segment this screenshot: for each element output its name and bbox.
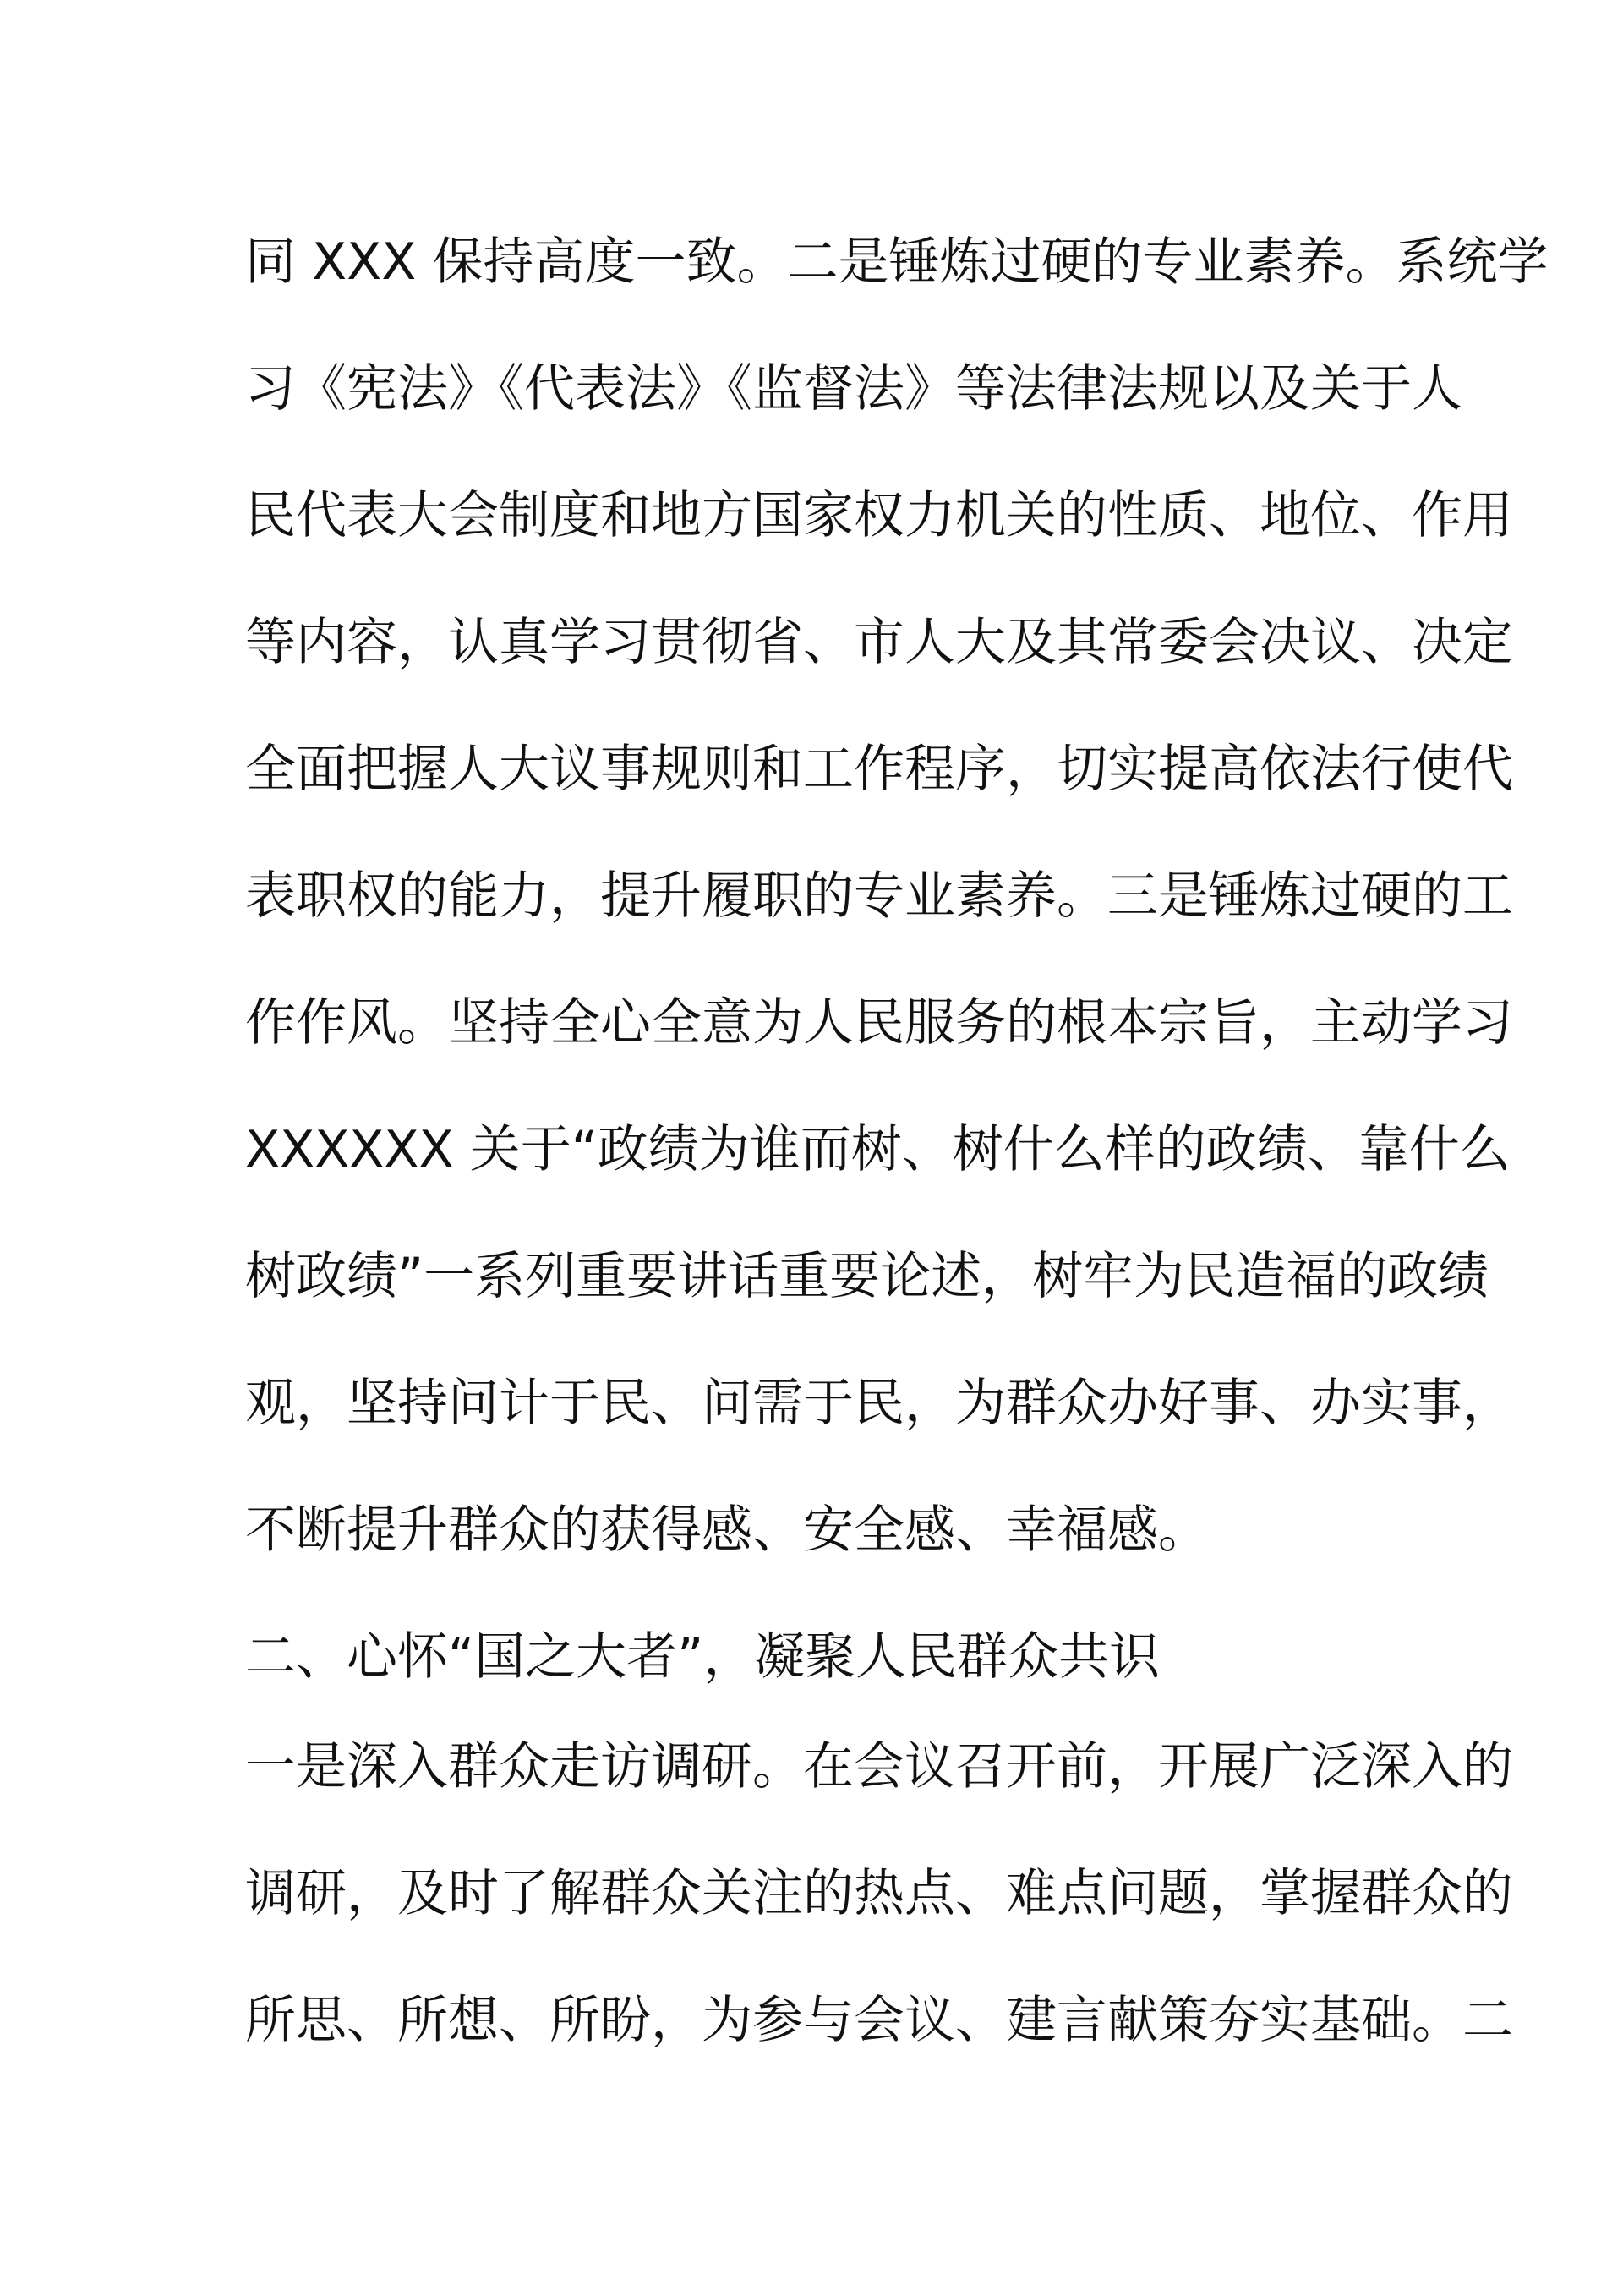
paragraph-line-6: 表职权的能力，提升履职的专业素养。三是锤炼过硬的工	[245, 866, 1513, 926]
paragraph-line-4: 等内容，认真学习贯彻省、市人大及其常委会决议、决定	[245, 613, 1513, 672]
paragraph-line-13: 调研，及时了解群众关注的热点、难点问题，掌握群众的	[245, 1864, 1513, 1923]
paragraph-line-10: 观，坚持问计于民、问需于民，为群众办好事、办实事，	[245, 1374, 1513, 1433]
paragraph-line-1: 同 XXX 保持高度一致。二是锤炼过硬的专业素养。系统学	[245, 232, 1549, 292]
paragraph-line-12: 一是深入群众走访调研。在会议召开前，开展广泛深入的	[245, 1737, 1513, 1796]
paragraph-line-8: XXXXXX 关于“政绩为谁而树、树什么样的政绩、靠什么	[245, 1120, 1511, 1179]
paragraph-line-11: 不断提升群众的获得感、安全感、幸福感。	[245, 1501, 1209, 1560]
paragraph-line-14: 所思、所想、所盼，为参与会议、建言献策夯实基础。二	[245, 1991, 1513, 2050]
paragraph-line-9: 树政绩”一系列重要讲话重要论述，树牢为民造福的政绩	[245, 1247, 1489, 1306]
section-heading: 二、心怀“国之大者”，凝聚人民群众共识	[245, 1627, 1161, 1686]
paragraph-line-7: 作作风。坚持全心全意为人民服务的根本宗旨，主动学习	[245, 993, 1513, 1052]
paragraph-line-2: 习《宪法》《代表法》《监督法》等法律法规以及关于人	[245, 359, 1462, 418]
paragraph-line-3: 民代表大会制度和地方国家权力机关的性质、地位、作用	[245, 486, 1513, 545]
paragraph-line-5: 全面把握人大议事规则和工作程序，切实提高依法行使代	[245, 740, 1513, 799]
